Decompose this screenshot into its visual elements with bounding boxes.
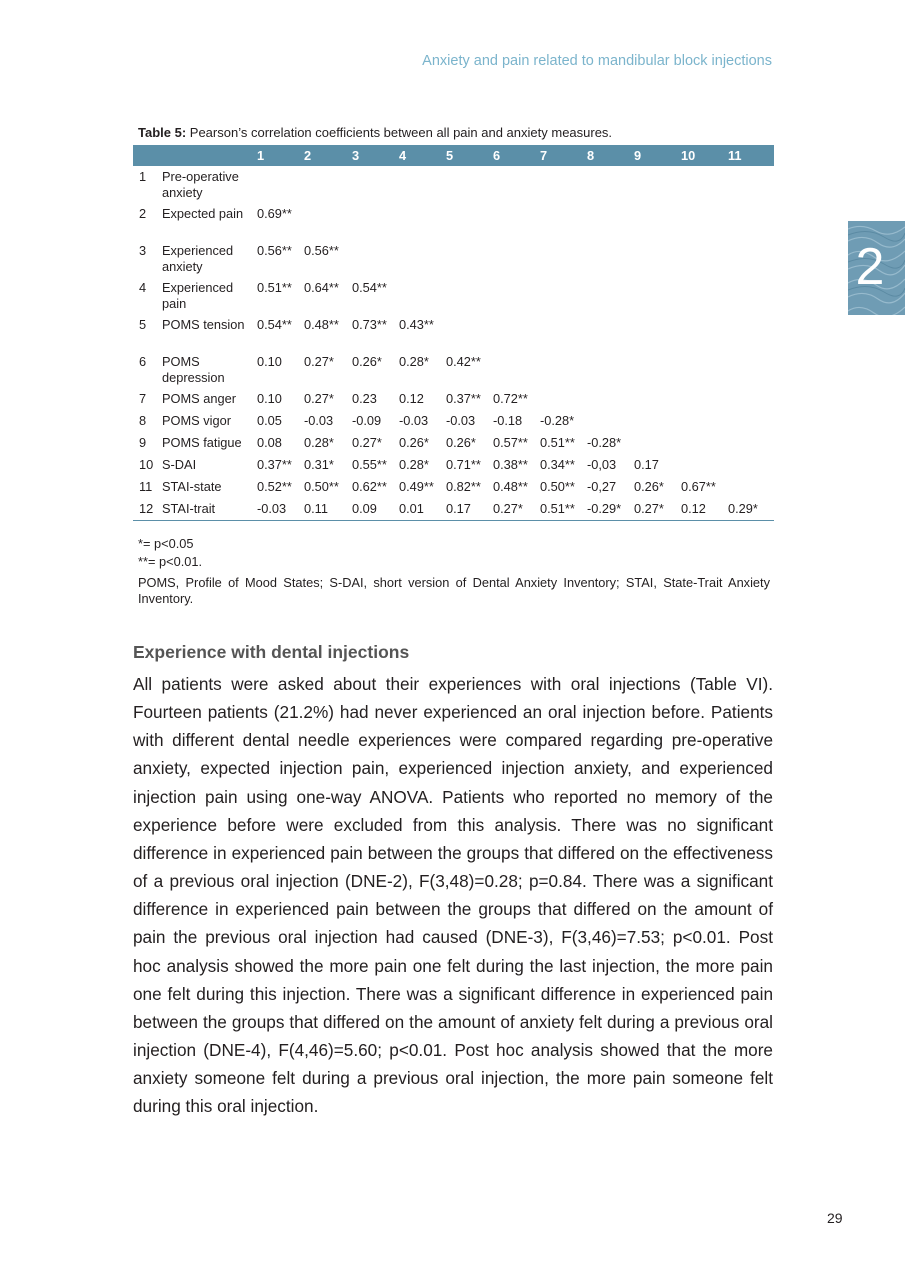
table-cell: [300, 166, 348, 203]
table-cell: -0.03: [446, 413, 476, 428]
row-label: Experienced pain: [162, 280, 234, 311]
table-cell: [724, 454, 774, 476]
table-cell: [395, 203, 442, 240]
note-significance-01: **= p<0.01.: [138, 554, 203, 569]
table-cell: [677, 203, 724, 240]
table-cell: [677, 166, 724, 203]
table-cell: 0.29*: [724, 498, 774, 521]
table-row: [133, 498, 774, 521]
table-cell: [442, 240, 489, 277]
table-row: [133, 476, 774, 498]
table-notes: [138, 535, 770, 607]
table-cell: 0.52**: [257, 479, 292, 494]
running-header: Anxiety and pain related to mandibular block injections: [422, 53, 772, 69]
table-cell: [348, 240, 395, 277]
table-cell: [489, 166, 536, 203]
table-cell: [489, 351, 536, 388]
table-cell: [724, 432, 774, 454]
table-cell: [724, 410, 774, 432]
table-cell: 0.28*: [399, 354, 429, 369]
table-cell: 0.50**: [304, 479, 339, 494]
row-label: POMS anger: [162, 391, 236, 406]
table-cell: [630, 351, 677, 388]
table-cell: [677, 240, 724, 277]
row-label: POMS fatigue: [162, 435, 242, 450]
table-cell: 0.54**: [257, 317, 292, 332]
table-cell: 0.12: [399, 391, 424, 406]
table-cell: 0.11: [300, 498, 348, 521]
table-cell: [489, 240, 536, 277]
column-header: 3: [348, 145, 395, 166]
table-cell: 0.48**: [304, 317, 339, 332]
table-cell: 0.28*: [304, 435, 334, 450]
table-cell: [724, 277, 774, 314]
table-cell: [630, 410, 677, 432]
table-cell: [630, 432, 677, 454]
table-cell: [724, 351, 774, 388]
table-cell: [253, 166, 300, 203]
table-cell: [583, 388, 630, 410]
table-cell: [583, 203, 630, 240]
table-cell: [536, 314, 583, 351]
note-abbreviations: POMS, Profile of Mood States; S-DAI, short version of Dental Anxiety Inventory; STAI, State-Trait Anxiety Inventory.: [138, 575, 770, 606]
table-cell: 0.69**: [257, 206, 292, 221]
table-cell: [442, 277, 489, 314]
table-cell: 0.12: [677, 498, 724, 521]
table-cell: [583, 240, 630, 277]
table-cell: 0.51**: [540, 435, 575, 450]
table-cell: [724, 240, 774, 277]
table-cell: 0.27*: [489, 498, 536, 521]
table-cell: [583, 277, 630, 314]
column-header: 5: [442, 145, 489, 166]
row-label: POMS tension: [162, 317, 245, 332]
table-cell: 0.42**: [446, 354, 481, 369]
table-cell: [300, 203, 348, 240]
table-cell: [724, 314, 774, 351]
chapter-tab: [848, 221, 905, 315]
column-header: 2: [300, 145, 348, 166]
table-cell: [489, 314, 536, 351]
table-cell: -0.18: [493, 413, 523, 428]
row-index: 12: [133, 498, 158, 521]
table-row: [133, 166, 774, 203]
table-cell: 0.56**: [304, 243, 339, 258]
table-cell: [442, 314, 489, 351]
chapter-number: 2: [855, 238, 885, 296]
table-cell: 0.34**: [540, 457, 575, 472]
table-header-row: [133, 145, 774, 166]
row-index: 3: [139, 243, 147, 258]
table-cell: [348, 203, 395, 240]
table-cell: 0.64**: [304, 280, 339, 295]
table-cell: [348, 166, 395, 203]
table-cell: [583, 351, 630, 388]
table-cell: [536, 388, 583, 410]
table-cell: 0.43**: [399, 317, 434, 332]
header-blank: [133, 145, 158, 166]
table-cell: 0.27*: [304, 391, 334, 406]
table-cell: 0.09: [348, 498, 395, 521]
row-index: 4: [139, 280, 147, 295]
table-cell: [536, 166, 583, 203]
table-cell: [395, 166, 442, 203]
row-label: POMS vigor: [162, 413, 231, 428]
table-cell: 0.28*: [399, 457, 429, 472]
table-cell: 0.73**: [352, 317, 387, 332]
section-heading: Experience with dental injections: [133, 642, 410, 662]
column-header: 10: [677, 145, 724, 166]
table-cell: [442, 166, 489, 203]
table-cell: [395, 240, 442, 277]
table-cell: 0.55**: [352, 457, 387, 472]
table-cell: [536, 240, 583, 277]
table-cell: [677, 454, 724, 476]
table-caption-label: Table 5:: [138, 125, 187, 140]
table-row: [133, 351, 774, 388]
row-index: 6: [139, 354, 147, 369]
table-cell: [536, 203, 583, 240]
table-row: [133, 410, 774, 432]
table-cell: 0.23: [352, 391, 377, 406]
column-header: 9: [630, 145, 677, 166]
table-cell: -0.28*: [540, 413, 575, 428]
row-label: Expected pain: [162, 206, 244, 221]
column-header: 11: [724, 145, 774, 166]
column-header: 4: [395, 145, 442, 166]
table-cell: 0.27*: [630, 498, 677, 521]
row-label: STAI-trait: [158, 498, 253, 521]
table-cell: -0.29*: [583, 498, 630, 521]
table-cell: 0.37**: [446, 391, 481, 406]
table-cell: 0.27*: [304, 354, 334, 369]
table-cell: 0.26*: [352, 354, 382, 369]
table-cell: 0.62**: [352, 479, 387, 494]
row-label: Experienced anxiety: [162, 243, 234, 274]
table-cell: [630, 388, 677, 410]
row-index: 11: [139, 479, 153, 494]
table-cell: [630, 314, 677, 351]
column-header: 7: [536, 145, 583, 166]
table-cell: [630, 166, 677, 203]
note-significance-05: *= p<0.05: [138, 536, 194, 551]
table-cell: 0.01: [395, 498, 442, 521]
column-header: 8: [583, 145, 630, 166]
table-cell: [724, 203, 774, 240]
table-cell: 0.48**: [493, 479, 528, 494]
table-cell: [489, 277, 536, 314]
table-cell: [630, 277, 677, 314]
table-cell: -0.09: [352, 413, 382, 428]
row-index: 5: [139, 317, 147, 332]
row-label: S-DAI: [162, 457, 197, 472]
correlation-table: [133, 145, 774, 521]
table-cell: 0.72**: [493, 391, 528, 406]
table-cell: 0.26*: [399, 435, 429, 450]
table-cell: 0.56**: [257, 243, 292, 258]
table-cell: [677, 277, 724, 314]
table-cell: [583, 410, 630, 432]
table-cell: [724, 388, 774, 410]
row-index: 2: [139, 206, 147, 221]
table-caption: [138, 125, 612, 140]
table-cell: -0.03: [253, 498, 300, 521]
table-cell: [677, 314, 724, 351]
page-number: 29: [827, 1210, 843, 1226]
row-index: 9: [139, 435, 147, 450]
table-cell: [677, 388, 724, 410]
header-blank: [158, 145, 253, 166]
row-label: STAI-state: [162, 479, 222, 494]
table-cell: 0.37**: [257, 457, 292, 472]
table-cell: [724, 166, 774, 203]
table-row: [133, 454, 774, 476]
row-index: 1: [139, 169, 147, 184]
table-cell: [536, 351, 583, 388]
table-cell: 0.31*: [304, 457, 334, 472]
row-label: POMS depression: [162, 354, 225, 385]
table-cell: [583, 166, 630, 203]
column-header: 1: [253, 145, 300, 166]
table-cell: [395, 277, 442, 314]
table-row: [133, 432, 774, 454]
table-cell: [442, 203, 489, 240]
table-cell: 0.05: [257, 413, 282, 428]
table-cell: -0.03: [304, 413, 334, 428]
table-cell: -0.03: [399, 413, 429, 428]
table-cell: 0.26*: [634, 479, 664, 494]
table-cell: [536, 277, 583, 314]
table-cell: 0.50**: [540, 479, 575, 494]
table-row: [133, 203, 774, 240]
table-cell: [630, 240, 677, 277]
table-cell: 0.82**: [446, 479, 481, 494]
table-cell: 0.49**: [399, 479, 434, 494]
table-cell: [677, 410, 724, 432]
table-cell: 0.54**: [352, 280, 387, 295]
table-cell: [489, 203, 536, 240]
table-cell: [724, 476, 774, 498]
table-cell: 0.10: [257, 391, 282, 406]
table-cell: 0.51**: [536, 498, 583, 521]
column-header: 6: [489, 145, 536, 166]
table-cell: 0.08: [257, 435, 282, 450]
table-cell: -0,27: [587, 479, 617, 494]
table-cell: -0.28*: [587, 435, 622, 450]
row-index: 8: [139, 413, 147, 428]
table-cell: 0.10: [257, 354, 282, 369]
row-label: Pre-operative anxiety: [162, 169, 239, 200]
table-cell: 0.67**: [681, 479, 716, 494]
row-index: 10: [139, 457, 154, 472]
row-index: 7: [139, 391, 147, 406]
table-row: [133, 314, 774, 351]
table-cell: 0.38**: [493, 457, 528, 472]
table-caption-text: Pearson’s correlation coefficients between all pain and anxiety measures.: [186, 125, 613, 140]
table-cell: 0.57**: [493, 435, 528, 450]
table-row: [133, 240, 774, 277]
table-cell: 0.17: [634, 457, 659, 472]
table-cell: 0.71**: [446, 457, 481, 472]
table-cell: -0,03: [587, 457, 617, 472]
table-cell: 0.17: [442, 498, 489, 521]
table-cell: 0.26*: [446, 435, 476, 450]
table-cell: [583, 314, 630, 351]
body-paragraph: All patients were asked about their experiences with oral injections (Table VI). Fourteen patients (21.2%) had never experienced an oral injection before. Patients with different dental needle experiences were compared regarding pre-operative anxiety, expected injection pain, experienced injection anxiety, and experienced injection pain using one-way ANOVA. Patients who reported no memory of the experience before were excluded from this analysis. There was no significant difference in experienced pain between the groups that differed on the effectiveness of a previous oral injection (DNE-2), F(3,48)=0.28; p=0.84. There was a significant difference in experienced pain between the groups that differed on the amount of pain the previous oral injection had caused (DNE-3), F(3,46)=7.53; p<0.01. Post hoc analysis showed the more pain one felt during the last injection, the more pain one felt during this injection. There was a significant difference in experienced pain between the groups that differed on the amount of anxiety felt during a previous oral injection (DNE-4), F(4,46)=5.60; p<0.01. Post hoc analysis showed that the more anxiety someone felt during a previous oral injection, the more pain someone felt during this oral injection.: [133, 674, 773, 1117]
table-cell: [677, 432, 724, 454]
table-cell: [630, 203, 677, 240]
table-cell: 0.27*: [352, 435, 382, 450]
table-row: [133, 277, 774, 314]
table-row: [133, 388, 774, 410]
table-cell: 0.51**: [257, 280, 292, 295]
table-cell: [677, 351, 724, 388]
